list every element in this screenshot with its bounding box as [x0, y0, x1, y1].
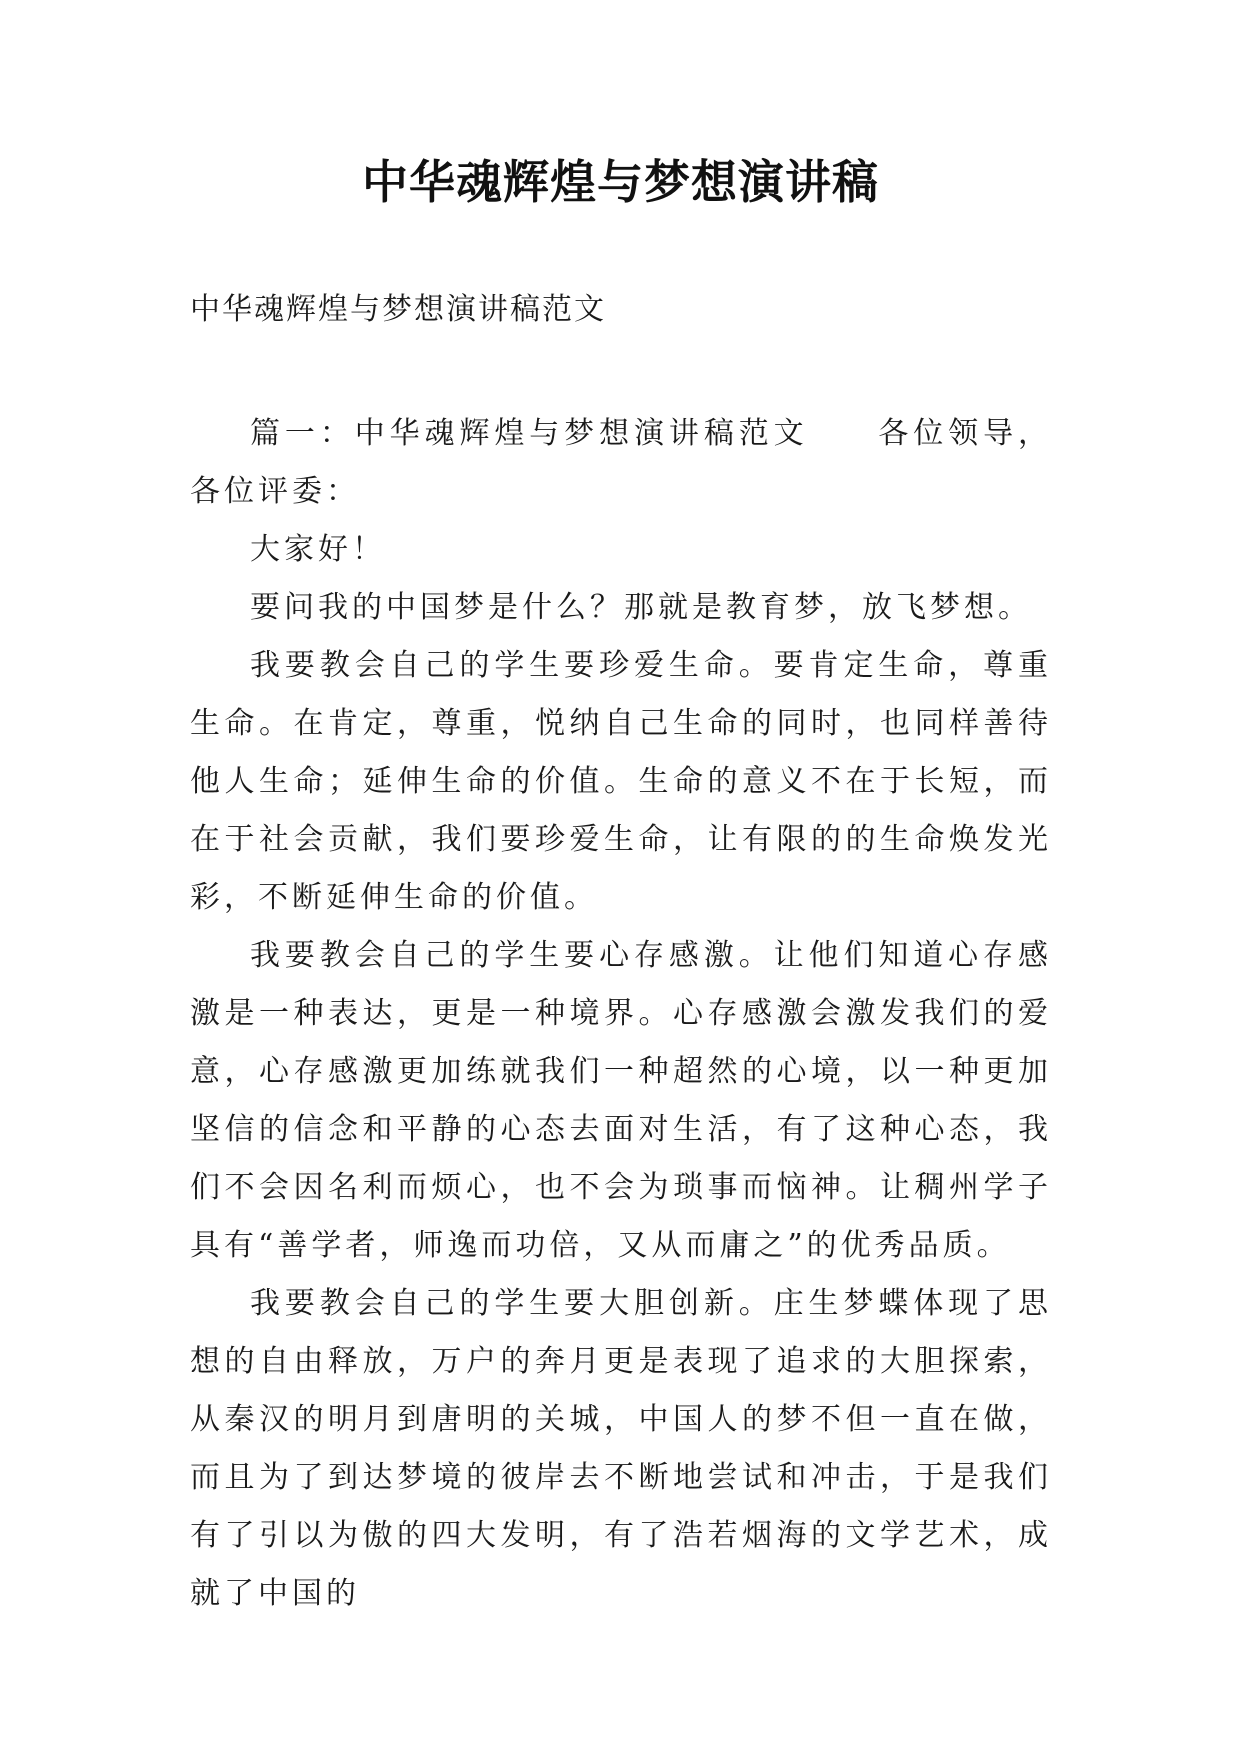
document-subtitle: 中华魂辉煌与梦想演讲稿范文 — [190, 292, 606, 327]
paragraph: 我要教会自己的学生要心存感激。让他们知道心存感激是一种表达，更是一种境界。心存感激会激发我们的爱意，心存感激更加练就我们一种超然的心境，以一种更加坚信的信念和平静的心态去面对生活，有了这种心态，我们不会因名利而烦心，也不会为琐事而恼神。让稠州学子具有“善学者，师逸而功倍，又从而庸之”的优秀品质。 — [190, 938, 1052, 1263]
paragraph: 大家好！ — [250, 532, 386, 567]
paragraph: 要问我的中国梦是什么？那就是教育梦，放飞梦想。 — [250, 590, 1032, 625]
document-title: 中华魂辉煌与梦想演讲稿 — [362, 155, 879, 209]
paragraph: 我要教会自己的学生要大胆创新。庄生梦蝶体现了思想的自由释放，万户的奔月更是表现了追求的大胆探索，从秦汉的明月到唐明的关城，中国人的梦不但一直在做，而且为了到达梦境的彼岸去不断地尝试和冲击，于是我们有了引以为傲的四大发明，有了浩若烟海的文学艺术，成就了中国的 — [190, 1286, 1052, 1611]
paragraph: 篇一：中华魂辉煌与梦想演讲稿范文 各位领导，各位评委： — [190, 416, 1052, 509]
document-body — [190, 405, 1052, 1623]
paragraph: 我要教会自己的学生要珍爱生命。要肯定生命，尊重生命。在肯定，尊重，悦纳自己生命的同时，也同样善待他人生命；延伸生命的价值。生命的意义不在于长短，而在于社会贡献，我们要珍爱生命，让有限的的生命焕发光彩，不断延伸生命的价值。 — [190, 648, 1052, 915]
